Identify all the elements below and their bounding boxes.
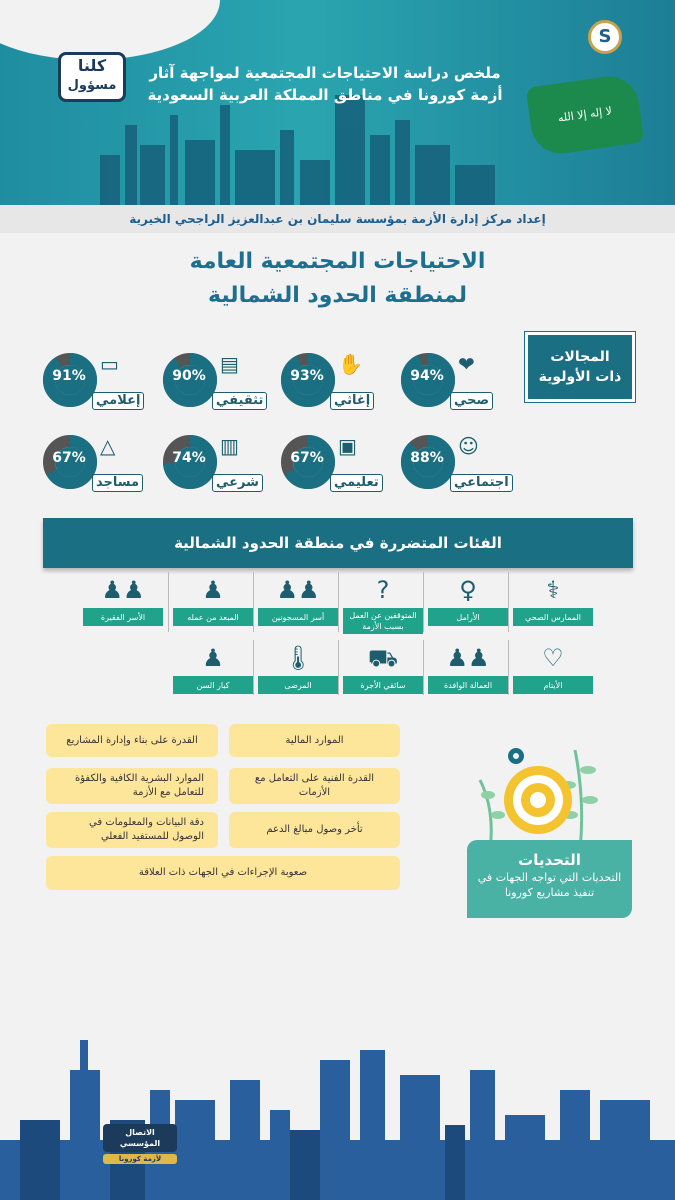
header-swoosh: [0, 0, 220, 60]
challenge-pill: تأخر وصول مبالغ الدعم: [229, 812, 400, 848]
donut-label: تعليمي: [330, 474, 383, 492]
category-label: كبار السن: [173, 676, 253, 694]
donut-religious: [162, 422, 259, 502]
donut-percent: 94%: [410, 368, 444, 384]
donut-relief: [280, 340, 370, 420]
category-label: الممارس الصحي: [513, 608, 593, 626]
category-label: المتوقفين عن العمل بسبب الأزمة: [343, 608, 423, 634]
doctor-icon: ⚕: [546, 576, 560, 604]
mosque-icon: △: [100, 434, 116, 458]
category-label: المرضى: [258, 676, 338, 694]
header-title-line1: ملخص دراسة الاحتياجات المجتمعية لمواجهة آثار: [149, 64, 501, 82]
kulna-masool-logo: [58, 52, 126, 102]
thermometer-icon: 🌡: [282, 644, 314, 672]
donut-percent: 93%: [290, 368, 324, 384]
donut-education-awareness: [162, 340, 264, 420]
divider: [423, 640, 424, 695]
category-label: سائقي الأجرة: [343, 676, 423, 694]
challenges-title: التحديات: [518, 851, 581, 869]
kulna-line2: مسؤول: [67, 78, 117, 93]
donut-percent: 67%: [290, 450, 324, 466]
category-label: أسر المسجونين: [258, 608, 338, 626]
donut-percent: 90%: [172, 368, 206, 384]
woman-icon: ♀: [459, 576, 477, 604]
orphans-hands-icon: ♡: [542, 644, 564, 672]
prepared-by-bar: إعداد مركز إدارة الأزمة بمؤسسة سليمان بن عبدالعزيز الراجحي الخيرية: [0, 205, 675, 233]
dismissed-person-icon: ♟: [202, 576, 224, 604]
category-item: [343, 640, 423, 700]
category-label: الأسر الفقيرة: [83, 608, 163, 626]
foundation-emblem-icon: S: [588, 20, 622, 54]
category-label: العمالة الوافدة: [428, 676, 508, 694]
donut-social: [400, 422, 509, 502]
divider: [508, 640, 509, 695]
elderly-icon: ♟: [202, 644, 224, 672]
category-label: الأرامل: [428, 608, 508, 626]
category-item: [83, 572, 163, 632]
categories-banner: الفئات المتضررة في منطقة الحدود الشمالية: [43, 518, 633, 568]
divider: [168, 572, 169, 632]
donut-label: شرعي: [212, 474, 263, 492]
saudi-flag-icon: لا إله إلا الله: [526, 73, 645, 158]
divider: [338, 572, 339, 632]
workers-icon: ♟♟: [446, 644, 490, 672]
ittisal-badge-line1: الاتصال المؤسسي: [103, 1124, 177, 1152]
poor-family-icon: ♟♟: [101, 576, 145, 604]
ittisal-badge-line2: لأزمة كورونا: [103, 1154, 177, 1164]
challenge-pill: دقة البيانات والمعلومات في الوصول للمستفيد الفعلي: [46, 812, 218, 848]
donut-label: إعلامي: [92, 392, 144, 410]
donut-mosques: [42, 422, 140, 502]
category-item: [428, 640, 508, 700]
donut-percent: 67%: [52, 450, 86, 466]
donut-label: إغاثي: [330, 392, 374, 410]
family-icon: ♟♟: [276, 576, 320, 604]
donut-media: [42, 340, 141, 420]
priority-label-line2: ذات الأولوية: [538, 369, 622, 385]
tablet-icon: ▤: [220, 352, 239, 376]
donut-percent: 88%: [410, 450, 444, 466]
category-item: [173, 572, 253, 632]
hands-icon: ✋: [338, 352, 363, 376]
header-banner: [0, 0, 675, 205]
kulna-line1: كلنا: [77, 56, 107, 75]
challenge-pill: صعوبة الإجراءات في الجهات ذات العلاقة: [46, 856, 400, 890]
question-person-icon: ?: [376, 576, 390, 604]
donut-percent: 74%: [172, 450, 206, 466]
header-title: [135, 62, 515, 106]
donut-label: صحي: [450, 392, 493, 410]
divider: [423, 572, 424, 632]
category-item: [513, 640, 593, 700]
challenges-box: [467, 840, 632, 918]
challenge-pill: الموارد البشرية الكافية والكفؤة للتعامل مع الأزمة: [46, 768, 218, 804]
category-label: المبعد من عمله: [173, 608, 253, 626]
challenges-subtitle: التحديات التي تواجه الجهات في تنفيذ مشاريع كورونا: [477, 871, 622, 899]
challenge-pill: الموارد المالية: [229, 724, 400, 757]
category-item: [428, 572, 508, 632]
header-title-line2: أزمة كورونا في مناطق المملكة العربية السعودية: [147, 86, 503, 104]
board-icon: ▣: [338, 434, 357, 458]
book-icon: ▥: [220, 434, 239, 458]
divider: [338, 640, 339, 695]
people-icon: ☺: [458, 434, 479, 458]
donut-percent: 91%: [52, 368, 86, 384]
priority-label-box: [525, 332, 635, 402]
priority-label-line1: المجالات: [550, 349, 610, 365]
donut-label: تثقيفي: [212, 392, 267, 410]
category-item: [258, 640, 338, 700]
main-title-line2: لمنطقة الحدود الشمالية: [207, 283, 468, 308]
category-item: [343, 572, 423, 632]
apple-syringe-icon: ❤: [458, 352, 475, 376]
category-item: [258, 572, 338, 632]
divider: [253, 572, 254, 632]
challenge-pill: القدرة الفنية على التعامل مع الأزمات: [229, 768, 400, 804]
target-leaves-icon: [460, 740, 630, 850]
category-item: [173, 640, 253, 700]
ittisal-badge: [103, 1090, 177, 1163]
foundation-logo: [575, 20, 635, 70]
challenge-pill: القدرة على بناء وإدارة المشاريع: [46, 724, 218, 757]
taxi-icon: ⛟: [367, 644, 399, 672]
donut-health: [400, 340, 490, 420]
footer-skyline: [0, 1020, 675, 1200]
category-item: [513, 572, 593, 632]
donut-educational: [280, 422, 379, 502]
donut-label: اجتماعي: [450, 474, 513, 492]
donut-label: مساجد: [92, 474, 143, 492]
main-title-line1: الاحتياجات المجتمعية العامة: [189, 249, 486, 274]
devices-icon: ▭: [100, 352, 119, 376]
main-title: [120, 245, 555, 313]
category-label: الأيتام: [513, 676, 593, 694]
divider: [508, 572, 509, 632]
divider: [253, 640, 254, 695]
